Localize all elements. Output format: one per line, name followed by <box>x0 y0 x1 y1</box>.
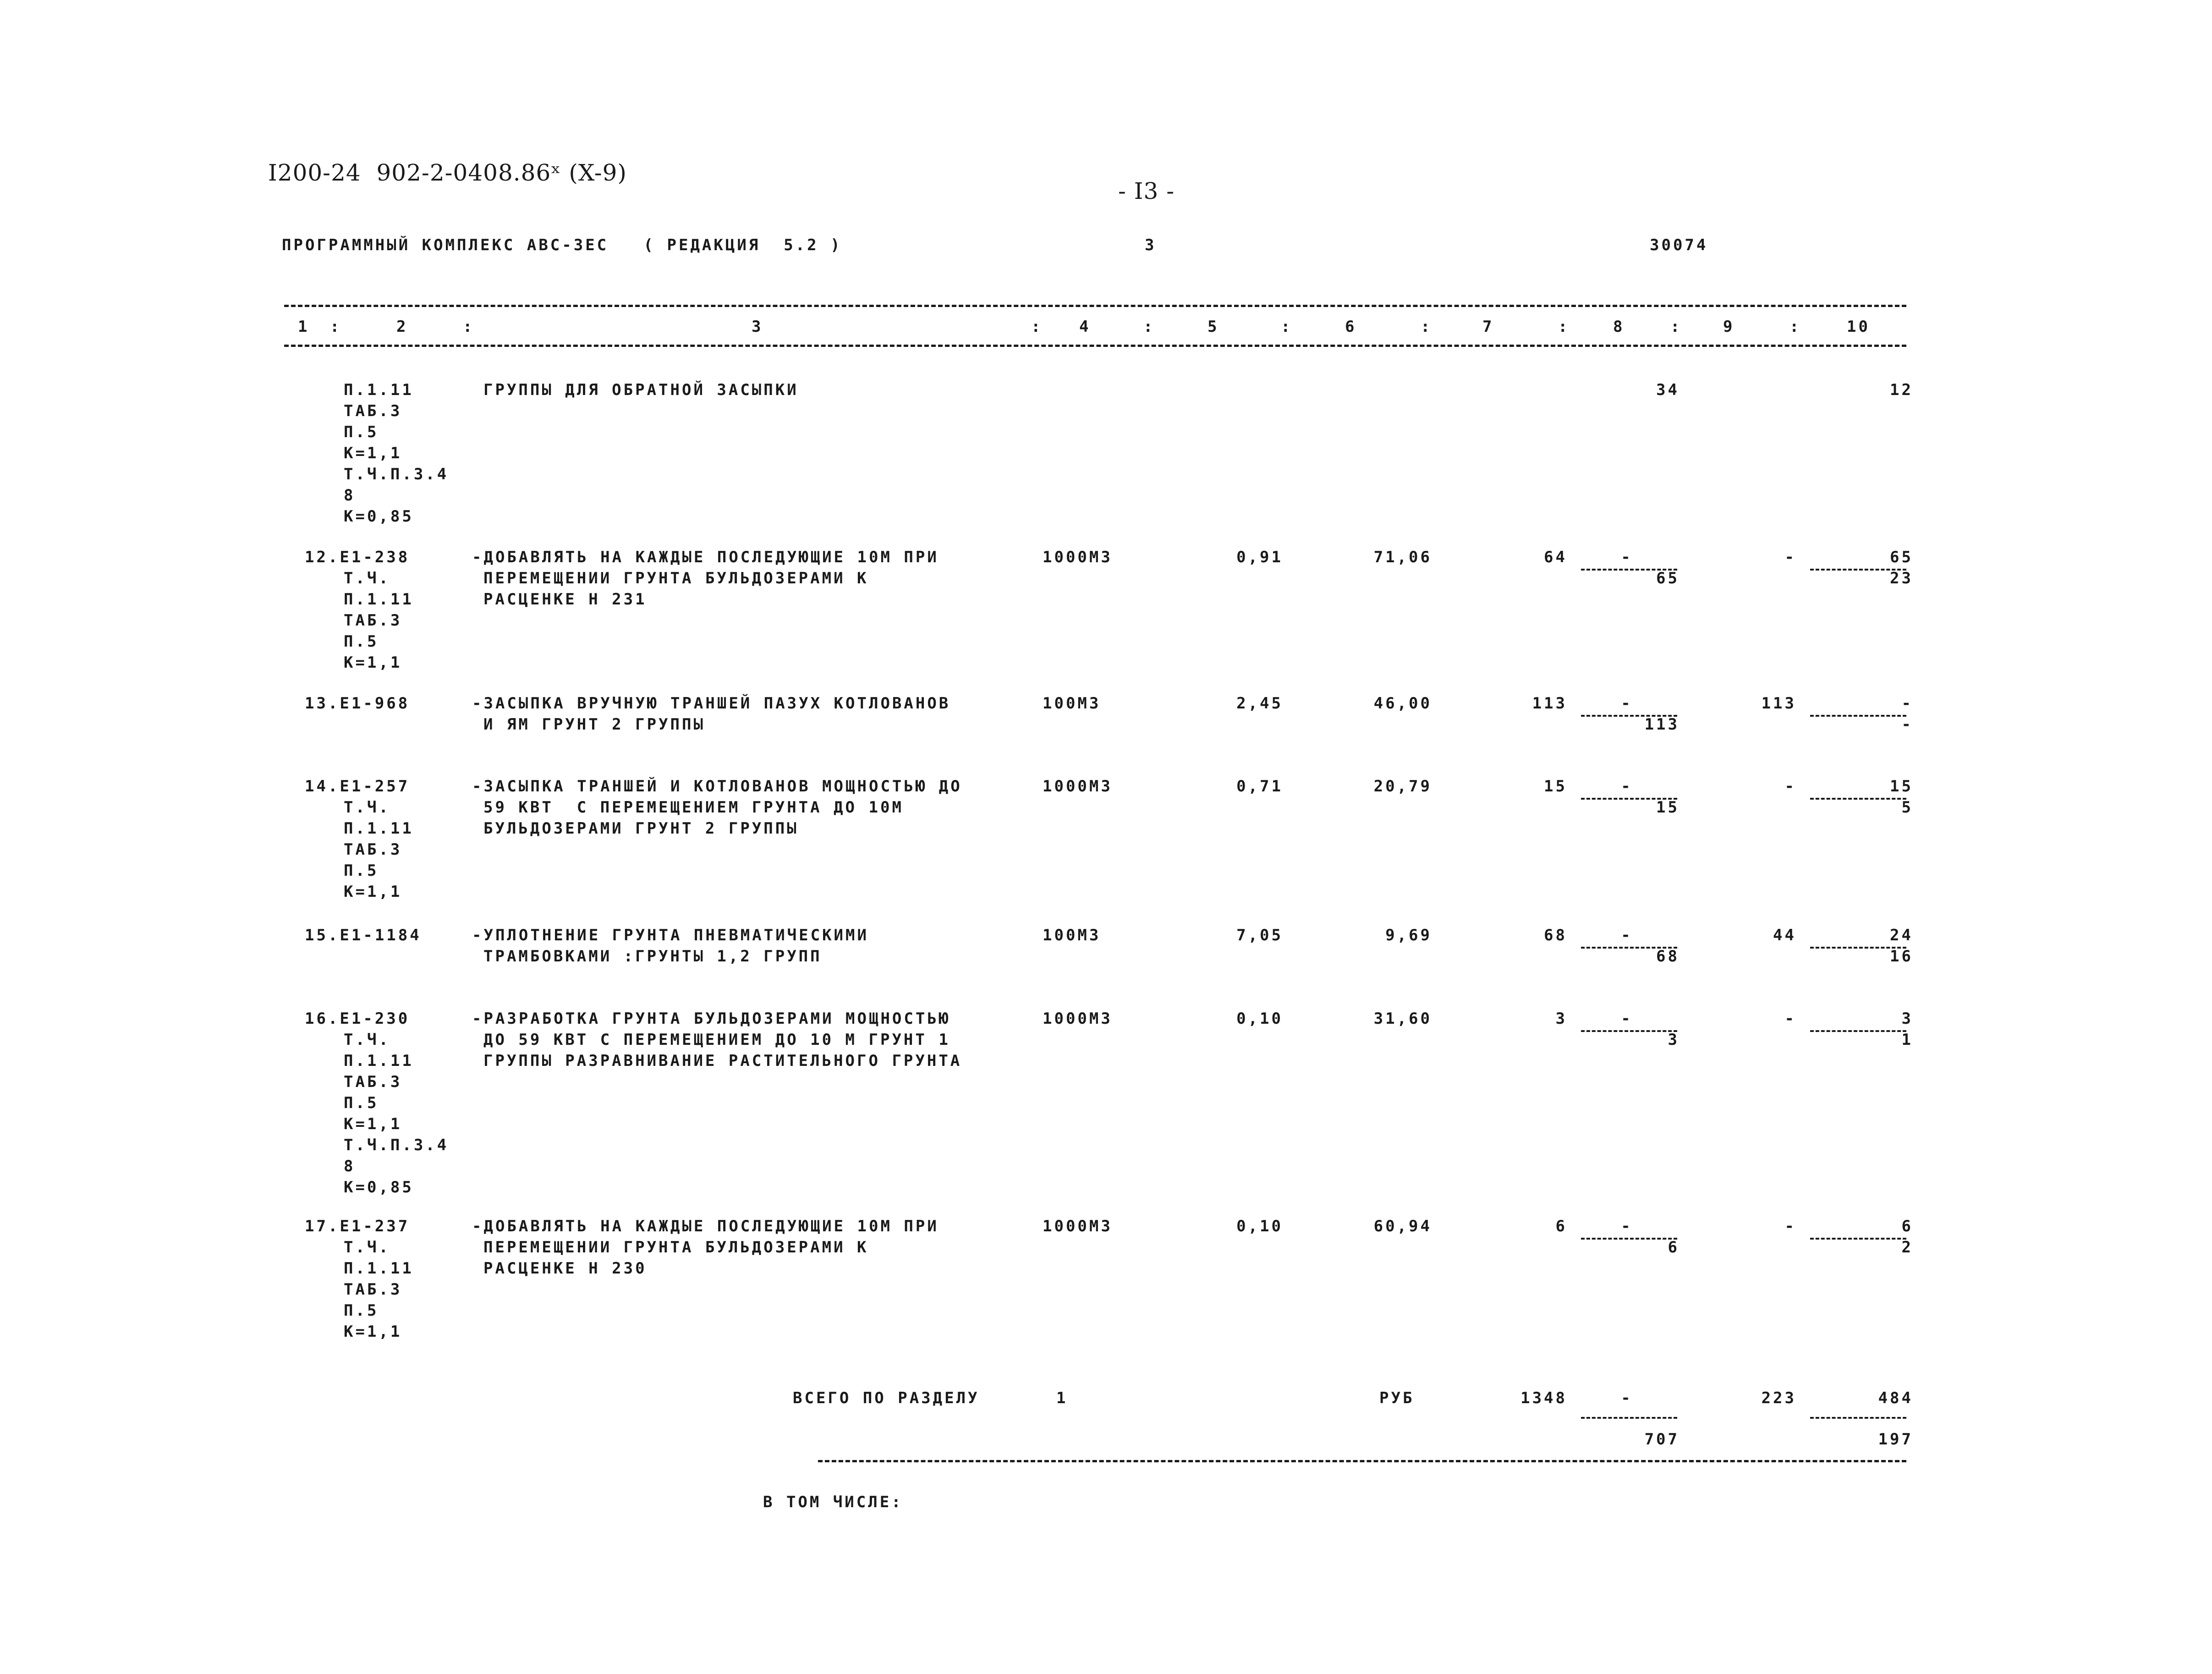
row-unit-price: 60,94 <box>1373 1217 1432 1235</box>
column-header-9: 9 <box>1723 318 1735 336</box>
row-col7-total: 113 <box>1532 694 1567 713</box>
row-description-line: -ДОБАВЛЯТЬ НА КАЖДЫЕ ПОСЛЕДУЮЩИЕ 10М ПРИ <box>472 548 939 566</box>
column-header-6: 6 <box>1345 318 1357 336</box>
column-separator: : <box>1789 318 1801 336</box>
header-rule-top <box>284 305 1906 307</box>
row-col8-bottom: 15 <box>1656 798 1680 817</box>
column-separator: : <box>463 318 475 336</box>
row-code-line: 16.Е1-230 <box>305 1010 410 1028</box>
column-separator: : <box>1281 318 1293 336</box>
row-code-line: 8 <box>344 486 356 505</box>
row-description-line: РАСЦЕНКЕ Н 230 <box>483 1259 647 1278</box>
total-col8-fraction-line <box>1581 1417 1677 1419</box>
row-col10-top: - <box>1901 694 1913 713</box>
row-code-line: 14.Е1-257 <box>305 777 410 796</box>
row-code-line: ТАБ.3 <box>344 840 402 859</box>
program-sheet: 3 <box>1145 236 1157 254</box>
column-header-2: 2 <box>396 318 408 336</box>
row-unit: 100М3 <box>1043 694 1101 713</box>
row-description-line: -РАЗРАБОТКА ГРУНТА БУЛЬДОЗЕРАМИ МОЩНОСТЬЮ <box>472 1010 951 1028</box>
column-separator: : <box>1143 318 1155 336</box>
row-col8-bottom: 68 <box>1656 947 1680 966</box>
column-separator: : <box>1558 318 1570 336</box>
row-col8-top: - <box>1621 548 1633 566</box>
row-code-line: К=1,1 <box>344 444 402 462</box>
row-col10-top: 6 <box>1901 1217 1913 1235</box>
row-col10-bottom: 16 <box>1890 947 1913 966</box>
row-unit-price: 71,06 <box>1373 548 1432 566</box>
row-unit-price: 31,60 <box>1373 1010 1432 1028</box>
column-header-3: 3 <box>752 318 763 336</box>
row-col9: - <box>1784 777 1796 796</box>
row-col10-top: 12 <box>1890 381 1913 399</box>
row-description-line: -ЗАСЫПКА ВРУЧНУЮ ТРАНШЕЙ ПАЗУХ КОТЛОВАНОВ <box>472 694 951 713</box>
total-col9: 223 <box>1761 1389 1796 1407</box>
row-unit-price: 9,69 <box>1385 926 1432 944</box>
row-col9: - <box>1784 1010 1796 1028</box>
row-col10-bottom: 2 <box>1901 1238 1913 1257</box>
header-rule-bottom <box>284 345 1906 347</box>
program-code: 30074 <box>1650 236 1708 254</box>
row-quantity: 0,10 <box>1236 1010 1283 1028</box>
row-col9: - <box>1784 548 1796 566</box>
row-description-line: БУЛЬДОЗЕРАМИ ГРУНТ 2 ГРУППЫ <box>483 819 799 838</box>
row-code-line: 15.Е1-1184 <box>305 926 422 944</box>
row-col7-total: 64 <box>1544 548 1567 566</box>
row-col10-top: 65 <box>1890 548 1913 566</box>
row-unit: 1000М3 <box>1043 548 1113 566</box>
total-rule <box>818 1460 1906 1462</box>
row-description-line: ГРУППЫ ДЛЯ ОБРАТНОЙ ЗАСЫПКИ <box>483 381 799 399</box>
row-code-line: ТАБ.3 <box>344 611 402 630</box>
total-col10-bottom: 197 <box>1878 1430 1913 1449</box>
row-col7-total: 68 <box>1544 926 1567 944</box>
column-header-7: 7 <box>1482 318 1494 336</box>
row-code-line: П.1.11 <box>344 819 414 838</box>
row-code-line: К=1,1 <box>344 1323 402 1341</box>
row-col10-bottom: 23 <box>1890 569 1913 587</box>
total-unit: РУБ <box>1379 1389 1415 1407</box>
row-code-line: 12.Е1-238 <box>305 548 410 566</box>
column-separator: : <box>1670 318 1682 336</box>
total-col7: 1348 <box>1520 1389 1567 1407</box>
row-col8-top: - <box>1621 926 1633 944</box>
page-number: - I3 - <box>1118 178 1175 204</box>
row-code-line: П.5 <box>344 423 379 441</box>
row-col8-top: 34 <box>1656 381 1680 399</box>
row-code-line: ТАБ.3 <box>344 402 402 420</box>
row-code-line: Т.Ч. <box>344 569 390 587</box>
column-separator: : <box>330 318 342 336</box>
row-description-line: -ЗАСЫПКА ТРАНШЕЙ И КОТЛОВАНОВ МОЩНОСТЬЮ ДО <box>472 777 962 796</box>
column-header-8: 8 <box>1613 318 1625 336</box>
row-code-line: Т.Ч. <box>344 798 390 817</box>
row-code-line: ТАБ.3 <box>344 1280 402 1299</box>
row-code-line: К=1,1 <box>344 883 402 901</box>
row-col10-bottom: 1 <box>1901 1031 1913 1049</box>
row-code-line: Т.Ч. <box>344 1031 390 1049</box>
row-col10-top: 3 <box>1901 1010 1913 1028</box>
row-code-line: Т.Ч. <box>344 1238 390 1257</box>
row-unit: 1000М3 <box>1043 1217 1113 1235</box>
row-description-line: -УПЛОТНЕНИЕ ГРУНТА ПНЕВМАТИЧЕСКИМИ <box>472 926 869 944</box>
row-description-line: ПЕРЕМЕЩЕНИИ ГРУНТА БУЛЬДОЗЕРАМИ К <box>483 1238 869 1257</box>
program-title: ПРОГРАММНЫЙ КОМПЛЕКС АВС-ЗЕС ( РЕДАКЦИЯ 5.2 ) <box>282 236 842 254</box>
row-description-line: ДО 59 КВТ С ПЕРЕМЕЩЕНИЕМ ДО 10 М ГРУНТ 1 <box>483 1031 950 1049</box>
row-col8-top: - <box>1621 1010 1633 1028</box>
row-quantity: 7,05 <box>1236 926 1283 944</box>
row-code-line: П.1.11 <box>344 1259 414 1278</box>
total-section: 1 <box>1056 1389 1068 1407</box>
row-code-line: К=0,85 <box>344 507 414 526</box>
row-col10-bottom: 5 <box>1901 798 1913 817</box>
row-code-line: Т.Ч.П.3.4 <box>344 1136 449 1154</box>
row-code-line: 17.Е1-237 <box>305 1217 410 1235</box>
row-quantity: 0,10 <box>1236 1217 1283 1235</box>
total-col10-top: 484 <box>1878 1389 1913 1407</box>
row-code-line: П.1.11 <box>344 590 414 609</box>
row-col9: 113 <box>1761 694 1796 713</box>
row-code-line: 13.Е1-968 <box>305 694 410 713</box>
row-code-line: П.5 <box>344 1094 379 1112</box>
column-header-10: 10 <box>1847 318 1870 336</box>
row-unit: 100М3 <box>1043 926 1101 944</box>
row-description-line: И ЯМ ГРУНТ 2 ГРУППЫ <box>483 715 705 734</box>
row-col8-top: - <box>1621 694 1633 713</box>
row-col9: - <box>1784 1217 1796 1235</box>
column-header-1: 1 <box>298 318 310 336</box>
row-col9: 44 <box>1773 926 1796 944</box>
row-col10-top: 15 <box>1890 777 1913 796</box>
row-col10-top: 24 <box>1890 926 1913 944</box>
row-unit: 1000М3 <box>1043 777 1113 796</box>
column-header-4: 4 <box>1079 318 1091 336</box>
row-description-line: 59 КВТ С ПЕРЕМЕЩЕНИЕМ ГРУНТА ДО 10М <box>483 798 904 817</box>
row-unit-price: 20,79 <box>1373 777 1432 796</box>
row-description-line: ГРУППЫ РАЗРАВНИВАНИЕ РАСТИТЕЛЬНОГО ГРУНТА <box>483 1052 962 1070</box>
total-label: ВСЕГО ПО РАЗДЕЛУ <box>793 1389 980 1407</box>
row-col8-top: - <box>1621 777 1633 796</box>
row-code-line: 8 <box>344 1157 356 1175</box>
row-code-line: ТАБ.3 <box>344 1073 402 1091</box>
row-code-line: П.5 <box>344 1301 379 1320</box>
document-code: I200-24 902-2-0408.86ˣ (X-9) <box>268 159 627 186</box>
row-unit-price: 46,00 <box>1373 694 1432 713</box>
row-description-line: РАСЦЕНКЕ Н 231 <box>483 590 647 609</box>
row-description-line: ТРАМБОВКАМИ :ГРУНТЫ 1,2 ГРУПП <box>483 947 822 966</box>
row-col7-total: 15 <box>1544 777 1567 796</box>
column-header-5: 5 <box>1208 318 1219 336</box>
row-quantity: 0,71 <box>1236 777 1283 796</box>
row-col10-bottom: - <box>1901 715 1913 734</box>
row-code-line: К=0,85 <box>344 1178 414 1196</box>
row-col7-total: 6 <box>1555 1217 1567 1235</box>
footer-note: В ТОМ ЧИСЛЕ: <box>763 1493 903 1511</box>
row-code-line: П.5 <box>344 632 379 651</box>
row-col7-total: 3 <box>1555 1010 1567 1028</box>
row-unit: 1000М3 <box>1043 1010 1113 1028</box>
row-col8-top: - <box>1621 1217 1633 1235</box>
row-col8-bottom: 65 <box>1656 569 1680 587</box>
column-separator: : <box>1031 318 1043 336</box>
row-col8-bottom: 3 <box>1668 1031 1680 1049</box>
row-quantity: 0,91 <box>1236 548 1283 566</box>
row-description-line: -ДОБАВЛЯТЬ НА КАЖДЫЕ ПОСЛЕДУЮЩИЕ 10М ПРИ <box>472 1217 939 1235</box>
total-col8-top: - <box>1621 1389 1633 1407</box>
row-code-line: П.1.11 <box>344 1052 414 1070</box>
row-code-line: Т.Ч.П.3.4 <box>344 465 449 483</box>
row-code-line: К=1,1 <box>344 1115 402 1133</box>
row-code-line: К=1,1 <box>344 653 402 672</box>
row-description-line: ПЕРЕМЕЩЕНИИ ГРУНТА БУЛЬДОЗЕРАМИ К <box>483 569 869 587</box>
row-code-line: П.5 <box>344 862 379 880</box>
row-col8-bottom: 6 <box>1668 1238 1680 1257</box>
row-quantity: 2,45 <box>1236 694 1283 713</box>
total-col8-bottom: 707 <box>1644 1430 1680 1449</box>
column-separator: : <box>1421 318 1433 336</box>
row-col8-bottom: 113 <box>1644 715 1680 734</box>
row-code-line: П.1.11 <box>344 381 414 399</box>
total-col10-fraction-line <box>1810 1417 1906 1419</box>
